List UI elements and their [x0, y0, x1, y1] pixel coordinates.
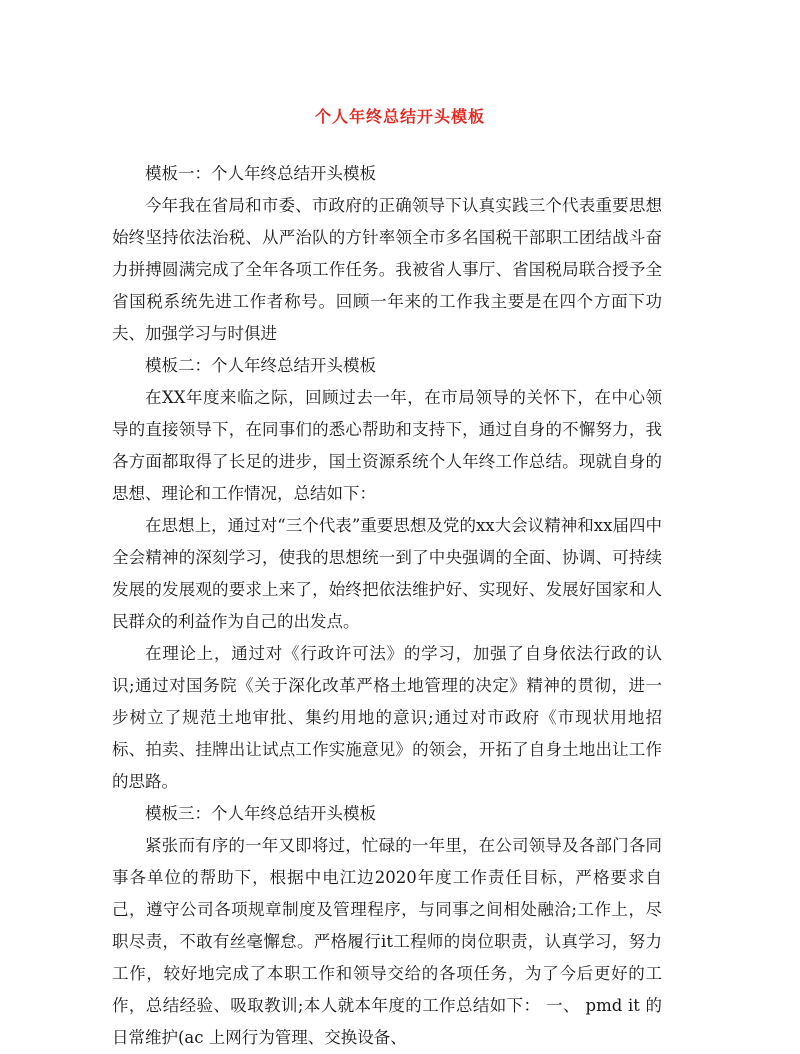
document-body: [112, 158, 662, 1054]
section-heading-1: 模板一：个人年终总结开头模板: [145, 164, 376, 183]
document-title: 个人年终总结开头模板: [314, 107, 485, 126]
body-paragraph: 在XX年度来临之际，回顾过去一年，在市局领导的关怀下，在中心领导的直接领导下，在同事们的悉心帮助和支持下，通过自身的不懈努力，我各方面都取得了长足的进步，国土资源系统个人年终工作总结。现就自身的思想、理论和工作情况，总结如下：: [112, 388, 662, 503]
section-heading-3: 模板三：个人年终总结开头模板: [145, 804, 376, 823]
body-paragraph: 紧张而有序的一年又即将过，忙碌的一年里，在公司领导及各部门各同事各单位的帮助下，根据中电江边2020年度工作责任目标，严格要求自己，遵守公司各项规章制度及管理程序，与同事之间相处融洽;工作上，尽职尽责，不敢有丝毫懈怠。严格履行it工程师的岗位职责，认真学习，努力工作，较好地完成了本职工作和领导交给的各项任务，为了今后更好的工作，总结经验、吸取教训;本人就本年度的工作总结如下： 一、 pmd it 的日常维护(ac 上网行为管理、交换设备、: [112, 836, 662, 1047]
section-heading-2: 模板二：个人年终总结开头模板: [145, 356, 376, 375]
body-paragraph: 今年我在省局和市委、市政府的正确领导下认真实践三个代表重要思想始终坚持依法治税、从严治队的方针率领全市多名国税干部职工团结战斗奋力拼搏圆满完成了全年各项工作任务。我被省人事厅、省国税局联合授予全省国税系统先进工作者称号。回顾一年来的工作我主要是在四个方面下功夫、加强学习与时俱进: [112, 196, 662, 343]
body-paragraph: 在理论上，通过对《行政许可法》的学习，加强了自身依法行政的认识;通过对国务院《关于深化改革严格土地管理的决定》精神的贯彻，进一步树立了规范土地审批、集约用地的意识;通过对市政府《市现状用地招标、拍卖、挂牌出让试点工作实施意见》的领会，开拓了自身土地出让工作的思路。: [112, 644, 662, 791]
body-paragraph: 在思想上，通过对“三个代表”重要思想及党的xx大会议精神和xx届四中全会精神的深刻学习，使我的思想统一到了中央强调的全面、协调、可持续发展的发展观的要求上来了，始终把依法维护好、实现好、发展好国家和人民群众的利益作为自己的出发点。: [112, 516, 662, 631]
